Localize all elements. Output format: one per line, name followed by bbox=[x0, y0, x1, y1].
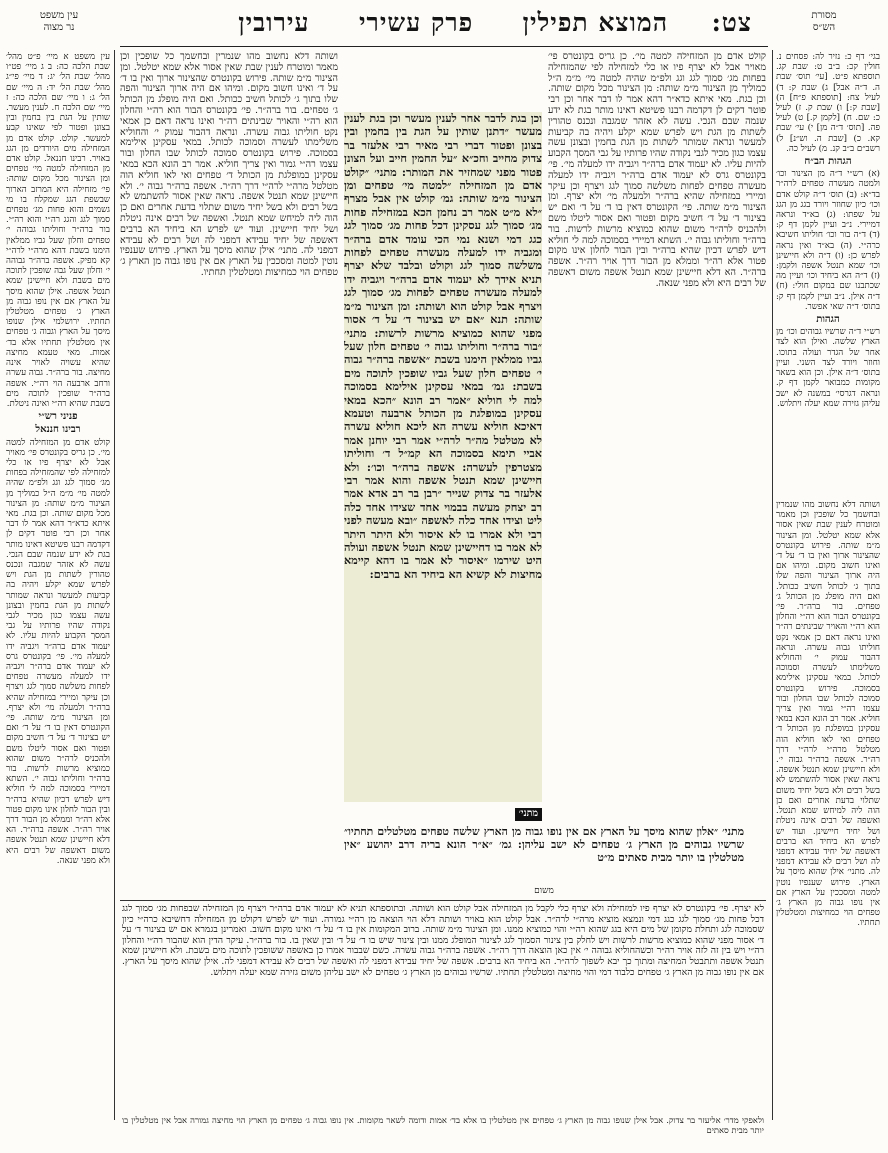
left-commentary-continued: קולט אדם מן המזחילה למטה מי׳. כן גריס בקונטרס פי׳ מאויר אבל לא יצרף פיו או כלי למזחילה לפי שהמזחילה בפחות מג׳ סמוך לגג וגג ולפ״מ שהיה למטה מי׳ מ״מ ה״ל כמוליך מן הצינור מ״מ שותה: מן הצינור מכל מקום שותה. וכן בגת. מאי איתא כדא״ר דהא אמר לו דבר אחר וכן רבי פוטר דקים לן דקדמה רבנו פשיטא דאינו מותר בגת לא ידע שנמה שבם הנכי. עשה לא אזהר שמגבה ונכנס טהורין לשתות מן הגת ויש לפרש שמא יקלע ויהיה בה קביעות למעשר ונראה שמותר לשתות מן הגת בחמין ובצונן עשה עצמו כגון מכיר לגבי נקודה שהיו פרותיו על גבי המסך הקבוע להיות עליו. לא יעמוד אדם ברה״ר ויגביה ידו למעלה מי׳. פי׳ בקונטרס גרס לא יעמוד אדם ברה״ר ויגביה ידו למעלה מעשרה טפחים לפחות משלשה סמוך לגג ויצרף וכן עיקר ומיירי במזחילה שהיא ברה״ר ולמעלה מי׳ ולא יצרף. ומן הצינור מ״מ שותה. פי׳ הקונטרס דאין בו ד׳ על ד׳ ואם יש בצינור ד׳ על ד׳ חשיב מקום ופטור ואם אסור ליטלו משם ולהכניס לרה״ר משום שהוא כמוציא מרשות לרשות. בור ברה״ר וחוליתו גבוה י׳. השתא דמיירי בסמוכה למה לי חוליא דיש לפרש דכיון שהיא ברה״ר ובין הבור לחלון אינו מקום פטור אלא רה״ר וממלא מן הבור דרך אויר רה״ר. אשפה ברה״ר. הא דלא חיישינן שמא תנטל אשפה משום דאשפה של רבים היא ולא מפני שנאה. bbox=[6, 437, 110, 866]
mishum-word: משום bbox=[534, 886, 554, 896]
hagahot-bach-text: (א) רש״י ד״ה מן הצינור וכו׳ ולמטה מעשרה טפחים לרה״ר בד״א: (ב) תוס׳ ד״ה קולט אדם וכו׳ כיון שחוזר ויורד בגג מן הגג על שפתו: (ג) בא״ד ונראה דמיירי. נ״ב ועיין לקמן דף ק: (ד) ד״ה בור וכו׳ חוליתו חשיבא כרה״י. (ה) בא״ד ואין נראה לפרש כן: (ו) ד״ה ולא חיישינן וכו׳ שמא תנטל אשפה ולקמן: (ז) ד״ה הא ביחיד וכו׳ ועיין מה שכתבנו שם במקום חולי: (ח) ד״ה אילן. נ״ב ועיין לקמן דף ק: בתוס׳ ד״ה שאי אפשר. bbox=[776, 169, 880, 312]
right-label-2: הש״ס bbox=[812, 22, 836, 33]
pnei-rashi-title: פניני רש״י bbox=[38, 411, 78, 423]
mishum-word-row bbox=[344, 886, 744, 898]
mesorah-text: בגי׳ דף כ: נזיר לה: פסחים נ. חולין קכ: ב״ב ט: שבת קג. תוספתא פ״ט. [עי׳ תוס׳ שבת ה. ד״ה אבל] ג) שבת ק: ד) לעיל צח: [תוספתא פ״ח] ה) [שבת ק:] ו) שבת ק. ז) לעיל כ: שם. ח) [לקמן ק.] ט) לעיל פה. [תוס׳ ד״ה מן] י) עי׳ שבת קא. כ) [שבת ה. וש״נ] ל) רשב״ם ב״ב קנ. מ) לעיל כה. bbox=[776, 52, 880, 154]
right-margin-lower bbox=[776, 500, 880, 1118]
header-rule bbox=[120, 46, 768, 47]
perek-number: פרק עשירי bbox=[359, 8, 474, 37]
tosafot-text: ושותה דלא נחשוב מהו שנמרין ובחשמך כל שופכין וכן מאמר ומוטרח לענין שבת שאין אסור אלא שמא יטלטל. ומן הצינור מ״מ שותה. פירוש בקונטרס שהצינור ארוך ואין בו ד׳ על ד׳ ואינו חשוב מקום. ומיהו אם היה ארוך הצינור והפה שלו בתוך ג׳ לכותל חשיב ככותל. ואם היה מופלג מן הכותל ג׳ טפחים. בור ברה״ר. פי׳ בקונטרס הבור הוא רה״י והחלון הוא רה״י והאויר שבינתים רה״ר ואינו נראה דאם כן אמאי נקט חוליתו גבוה עשרה. ונראה דהבור עמוק י׳ והחוליא משלימתו לעשרה וסמוכה לכותל. במאי עסקינן אילימא בסמוכה. פירוש בקונטרס סמוכה לכותל שבו החלון ובור עצמו רה״י גמור ואין צריך חוליא. אמר רב הונא הכא במאי עסקינן במופלגת מן הכותל ד׳ טפחים ואי לאו חוליא הוה מטלטל מרה״י לרה״י דרך רה״ר. אשפה ברה״ר גבוה י׳. ולא חיישינן שמא תנטל אשפה. נראה שאין אסור להשתמש לא בשל רבים ולא בשל יחיד משום שתלוי בדעת אחרים ואם כן הוה ליה למיחש שמא תנטל. ואשפה של רבים אינה ניטלת ושל יחיד חיישינן. ועוד יש לפרש הא ביחיד הא ברבים דאשפה של יחיד עבידא דמפני לה ושל רבים לא עבידא דמפני לה. מתני׳ אילן שהוא מיסך על הארץ. פירוש שענפיו נוטין למטה ומסככין על הארץ אם אין נופו גבוה מן הארץ ג׳ טפחים הוי כמחיצות ומטלטלין תחתיו. bbox=[120, 52, 338, 278]
left-commentary: עין משפט א מיי׳ פ״ט מהל׳ שבת הלכה כה: ב ג מיי׳ פט״ו מהל׳ שבת הל׳ יג: ד מיי׳ פי״ג מהל׳ שבת הל׳ יד: ה מיי׳ שם הל׳ ג: ו מיי׳ שם הלכה כה: ז מיי׳ שם הלכה ח. לענין מעשר. שותין על הגת בין בחמין ובין בצונן ופטור לפי שאינו קבע למעשר. קולט. קולט אדם מן המזחילה מים היורדים מן הגג באויר. רבינו חננאל. קולט אדם מן המזחילה למטה מי׳ טפחים ומן הצינור מכל מקום שותה: פי׳ מזחילה היא המרזב הארוך שבשפת הגג שמקלח בו מי גשמים והוא פחות מג׳ טפחים סמוך לגג והגג רה״י והוא רה״י. בור ברה״ר וחוליתו גבוהה י׳ טפחים וחלון שעל גביו ממלאין הימנו בשבת דהא מרה״י לרה״י קא מפיק. אשפה ברה״ר גבוהה י׳ וחלון שעל גבה שופכין לתוכה מים בשבת ולא חיישינן שמא תנטל אשפה. אילן שהוא מיסך על הארץ אם אין נופו גבוה מן הארץ ג׳ טפחים מטלטלין תחתיו. ירושלמי אילן שנופו מיסך על הארץ וגבוה ג׳ טפחים אין מטלטלין תחתיו אלא בד׳ אמות. מאי טעמא מחיצה שהיא עשויה לאויר אינה מחיצה. בור ברה״ר. גבוה עשרה ורחב ארבעה הוי רה״י. אשפה ברה״ר שופכין לתוכה מים בשבת שהיא רה״י ואינה ניטלת. bbox=[6, 52, 110, 409]
rabbeinu-chananel-title: רבינו חננאל bbox=[35, 424, 81, 436]
mishna-marker-row bbox=[344, 808, 542, 824]
tosafot-column bbox=[120, 52, 338, 840]
ein-mishpat-label bbox=[8, 10, 110, 34]
right-rule bbox=[772, 50, 773, 1120]
page-header bbox=[0, 6, 888, 48]
mesorah-label bbox=[772, 10, 876, 34]
folio-number: צט: bbox=[711, 8, 752, 37]
rashi-text: קולט אדם מן המזחילה למטה מי׳. כן גריס בקונטרס פי׳ מאויר אבל לא יצרף פיו או כלי למזחילה לפי שהמזחילה בפחות מג׳ סמוך לגג וגג ולפ״מ שהיה למטה מי׳ מ״מ ה״ל כמוליך מן הצינור מ״מ שותה: מן הצינור מכל מקום שותה. וכן בגת. מאי איתא כדא״ר דהא אמר לו דבר אחר וכן רבי פוטר דקים לן דקדמה רבנו פשיטא דאינו מותר בגת לא ידע שנמה שבם הנכי. עשה לא אזהר שמגבה ונכנס טהורין לשתות מן הגת ויש לפרש שמא יקלע ויהיה בה קביעות למעשר ונראה שמותר לשתות מן הגת בחמין ובצונן עשה עצמו כגון מכיר לגבי נקודה שהיו פרותיו על גבי המסך הקבוע להיות עליו. לא יעמוד אדם ברה״ר ויגביה ידו למעלה מי׳. פי׳ בקונטרס גרס לא יעמוד אדם ברה״ר ויגביה ידו למעלה מעשרה טפחים לפחות משלשה סמוך לגג ויצרף וכן עיקר ומיירי במזחילה שהיא ברה״ר ולמעלה מי׳ ולא יצרף. ומן הצינור מ״מ שותה. פי׳ הקונטרס דאין בו ד׳ על ד׳ ואם יש בצינור ד׳ על ד׳ חשיב מקום ופטור ואם אסור ליטלו משם ולהכניס לרה״ר משום שהוא כמוציא מרשות לרשות. בור ברה״ר וחוליתו גבוה י׳. השתא דמיירי בסמוכה למה לי חוליא דיש לפרש דכיון שהיא ברה״ר ובין הבור לחלון אינו מקום פטור אלא רה״ר וממלא מן הבור דרך אויר רה״ר. אשפה ברה״ר. הא דלא חיישינן שמא תנטל אשפה משום דאשפה של רבים היא ולא מפני שנאה. bbox=[548, 52, 766, 289]
bottom-section-rule bbox=[120, 900, 766, 901]
rashi-column bbox=[548, 52, 766, 840]
bottom-commentary bbox=[122, 904, 764, 1112]
gemara-column bbox=[344, 112, 542, 802]
hagahot-title: הגהות bbox=[816, 314, 840, 326]
right-label-1: מסורת bbox=[811, 10, 837, 21]
bottom-commentary-text: לא יצרף. פי׳ בקונטרס לא יצרף פיו למזחילה ולא יצרף כלי לקבל מן המזחילה אבל קולט הוא ושותה. ובתוספתא תניא לא יעמוד אדם ברה״ר ויצרף מן המזחילה שבפחות מג׳ סמוך לגג דכל פחות מג׳ סמוך לגג כגג דמי ונמצא מוציא מרה״י לרה״ר. אבל קולט הוא באויר ושותה דלא הוי הוצאה מן רה״י גמורה. ועוד יש לפרש דקולט מן המזחילה דחשיבא כרה״י כיון שסמוכה לגג ותחלת מקומן של מים היא בגג שהוא רה״י והוי כמוציא ממנו. ומן הצינור מ״מ שותה. ברוב המקומות אין בו ד׳ על ד׳ ואינו מקום חשוב. ואמרינן בגמרא אם יש בצינור ד׳ על ד׳ אסור מפני שהוא כמוציא מרשות לרשות ויש לחלק בין צינור הסמוך לגג לצינור המופלג ממנו ובין צינור שיש בו ד׳ על ד׳ ובין שאין בו. בור ברה״ר. עיקר הדין הוא שהבור רה״י והחלון רה״י ויש בין זה לזה אויר רה״ר וכשהחוליא גבוהה י׳ אין כאן הוצאה דרך רה״ר. אשפה ברה״ר גבוה עשרה. כשם שבבור אמרו כן באשפה ששופכין לתוכה מים בשבת. ולא חיישינן שמא תנטל אשפה ותתבטל המחיצה ומתוך כך יבא לשפוך לרה״ר. הא ביחיד הא ברבים. אשפה של יחיד עבידא דמפני לה ואשפה של רבים לא עבידא דמפני לה. אילן שהוא מיסך על הארץ. אם אין נופו גבוה מן הארץ ג׳ טפחים כלבוד דמי והוי מחיצה ומטלטלין תחתיו. שרשיו גבוהים מן הארץ ג׳ טפחים לא ישב עליהן משום גזירה שמא יעלה ויתלוש. bbox=[122, 904, 764, 978]
bottom-footnote bbox=[122, 1116, 764, 1148]
page-title bbox=[152, 8, 752, 38]
left-margin-column bbox=[6, 52, 110, 1118]
gemara-text: וכן בגת לדבר אחר לענין מעשר וכן בגת לענין מעשר ״דתנן שותין על הגת בין בחמין ובין בצונן ופטור דברי רבי מאיר רבי אלעזר בר צדוק מחייב וחכ״א ״על החמין חייב ועל הצונן פטור מפני שמחזיר את המותר: מתני׳ ״קולט אדם מן המזחילה ״למטה מי׳ טפחים ומן הצינור מ״מ שותה: גמ׳ קולט אין אבל מצרף ״לא מ״ט אמר רב נחמן הכא במזחילה פחות מג׳ סמוך לגג עסקינן דכל פחות מג׳ סמוך לגג כגג דמי ושנא נמי הכי עומד אדם ברה״ר ומגביה ידו למעלה מעשרה טפחים לפחות משלשה סמוך לגג וקולט ובלבד שלא יצרף תניא אידך לא יעמוד אדם ברה״ר ויגביה ידו למעלה מעשרה טפחים לפחות מג׳ סמוך לגג ויצרף אבל קולט הוא ושותה: ומן הצינור מ״מ שותה: תנא ״אם יש בצינור ד׳ על ד׳ אסור מפני שהוא כמוציא מרשות לרשות: מתני׳ ״בור ברה״ר וחוליתו גבוה י׳ טפחים חלון שעל גביו ממלאין הימנו בשבת ״אשפה ברה״ר גבוה י׳ טפחים חלון שעל גביו שופכין לתוכה מים בשבת: גמ׳ במאי עסקינן אילימא בסמוכה למה לי חוליא ״אמר רב הונא ״הכא במאי עסקינן במופלגת מן הכותל ארבעה וטעמא דאיכא חוליא עשרה הא ליכא חוליא עשרה לא מטלטל מה״ר לרה״י אמר רבי יוחנן אמר אביי תימא בסמוכה הא קמ״ל ד׳ וחוליתו מצטרפין לעשרה: אשפה ברה״ר וכו׳: ולא חיישינן שמא תנטל אשפה והוא אמר רבי אלעזר בר צדוק שנייר ״רבן בר רב אדא אמר רב יצחק מעשה בבמוי אחד שצידו אחד כלה ליט וצידו אחד כלה לאשפה ״ובא מעשה לפני רבי ולא אמרו בו לא איסור ולא היתר היתר לא אמר בו דחיישינן שמא תנטל אשפה ועולה היט שירמו ״איסור לא אמר בו דהא קיימא מחיצות לא קשיא הא ביחיד הא ברבים: bbox=[344, 112, 542, 581]
left-label-2: נר מצוה bbox=[43, 22, 75, 33]
right-margin-column bbox=[776, 52, 880, 492]
hagahot-bach-title: הגהות הב״ח bbox=[804, 156, 852, 168]
mishna-marker: מתני׳ bbox=[515, 808, 542, 821]
hagahot-text: רש״י ד״ה שרשיו גבוהים וכו׳ מן הארץ שלשה. ואילן הוא לצד אחר של הגדר ועולה בתוכו. וחוזר ויורד לצד השני. ועיין בתוס׳ ד״ה אילן. וכן הוא בשאר מקומות כמבואר לקמן דף ק. ונראה דגרסי׳ במשנה לא ישב עליהן גזירה שמא יעלה ויתלוש. bbox=[776, 327, 880, 409]
tractate-name: עירובין bbox=[238, 8, 310, 37]
bottom-mishna bbox=[344, 825, 744, 883]
bottom-footnote-text: ולאפקי מדר׳ אליעזר בר צדוק. אבל אילן שנופו גבוה מן הארץ ג׳ טפחים אין מטלטלין בו אלא בד׳ אמות ודומה לשאר מקומות. אין נופו גבוה ג׳ טפחים מן הארץ הוי מחיצה גמורה אבל אין מטלטלין בו יותר מבית סאתים bbox=[122, 1116, 764, 1135]
left-label-1: עין משפט bbox=[39, 10, 79, 21]
bottom-mishna-text: מתני׳ ״אלון שהוא מיסך על הארץ אם אין נופו גבוה מן הארץ שלשה טפחים מטלטלים תחתיו״ שרשיו גבוהים מן הארץ ג׳ טפחים לא ישב עליהן: גמ׳ ״א״ר הונא בריה דרב יהושע ״אין מטלטלין בו יותר מבית סאתים מ״ט bbox=[344, 825, 744, 864]
left-rule bbox=[114, 50, 115, 1120]
chapter-name: המוצא תפילין bbox=[522, 8, 669, 37]
right-margin-lower-text: ושותה דלא נחשוב מהו שנמרין ובחשמך כל שופכין וכן מאמר ומוטרח לענין שבת שאין אסור אלא שמא יטלטל. ומן הצינור מ״מ שותה. פירוש בקונטרס שהצינור ארוך ואין בו ד׳ על ד׳ ואינו חשוב מקום. ומיהו אם היה ארוך הצינור והפה שלו בתוך ג׳ לכותל חשיב ככותל. ואם היה מופלג מן הכותל ג׳ טפחים. בור ברה״ר. פי׳ בקונטרס הבור הוא רה״י והחלון הוא רה״י והאויר שבינתים רה״ר ואינו נראה דאם כן אמאי נקט חוליתו גבוה עשרה. ונראה דהבור עמוק י׳ והחוליא משלימתו לעשרה וסמוכה לכותל. במאי עסקינן אילימא בסמוכה. פירוש בקונטרס סמוכה לכותל שבו החלון ובור עצמו רה״י גמור ואין צריך חוליא. אמר רב הונא הכא במאי עסקינן במופלגת מן הכותל ד׳ טפחים ואי לאו חוליא הוה מטלטל מרה״י לרה״י דרך רה״ר. אשפה ברה״ר גבוה י׳. ולא חיישינן שמא תנטל אשפה. נראה שאין אסור להשתמש לא בשל רבים ולא בשל יחיד משום שתלוי בדעת אחרים ואם כן הוה ליה למיחש שמא תנטל. ואשפה של רבים אינה ניטלת ושל יחיד חיישינן. ועוד יש לפרש הא ביחיד הא ברבים דאשפה של יחיד עבידא דמפני לה ושל רבים לא עבידא דמפני לה. מתני׳ אילן שהוא מיסך על הארץ. פירוש שענפיו נוטין למטה ומסככין על הארץ אם אין נופו גבוה מן הארץ ג׳ טפחים הוי כמחיצות ומטלטלין תחתיו. bbox=[776, 500, 880, 929]
